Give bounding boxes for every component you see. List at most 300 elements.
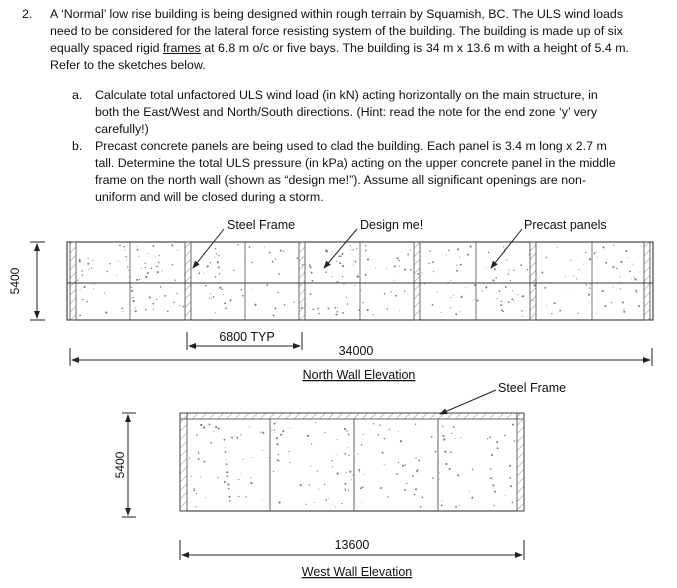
concrete-speckle-dot [631, 278, 632, 279]
concrete-speckle-dot [428, 263, 429, 264]
concrete-speckle-dot [325, 499, 327, 501]
concrete-speckle-dot [453, 426, 455, 428]
concrete-speckle-dot [310, 465, 311, 466]
concrete-speckle-dot [437, 292, 438, 293]
concrete-speckle-dot [588, 294, 590, 296]
concrete-speckle-dot [390, 291, 391, 292]
concrete-speckle-dot [236, 437, 238, 439]
concrete-speckle-dot [431, 436, 433, 438]
frames-link[interactable]: frames [162, 41, 201, 55]
concrete-speckle-dot [311, 272, 313, 274]
concrete-speckle-dot [578, 269, 579, 270]
concrete-speckle-dot [328, 498, 329, 499]
concrete-speckle-dot [532, 300, 533, 301]
concrete-speckle-dot [354, 493, 355, 494]
concrete-speckle-dot [415, 488, 417, 490]
concrete-speckle-dot [412, 475, 414, 477]
concrete-speckle-dot [398, 462, 399, 463]
concrete-speckle-dot [262, 450, 263, 451]
concrete-speckle-dot [497, 447, 499, 449]
concrete-speckle-dot [198, 453, 200, 455]
concrete-speckle-dot [203, 427, 205, 429]
concrete-speckle-dot [339, 262, 341, 264]
concrete-speckle-dot [395, 295, 397, 297]
concrete-speckle-dot [279, 501, 281, 503]
concrete-speckle-dot [348, 434, 350, 436]
concrete-speckle-dot [396, 473, 398, 475]
concrete-speckle-dot [93, 288, 94, 289]
concrete-speckle-dot [264, 247, 265, 248]
concrete-speckle-dot [616, 268, 617, 269]
concrete-speckle-dot [377, 282, 379, 284]
concrete-speckle-dot [136, 279, 138, 281]
concrete-speckle-dot [359, 471, 360, 472]
concrete-speckle-dot [424, 283, 425, 284]
label-precast-panels: Precast panels [524, 218, 607, 232]
concrete-speckle-dot [611, 302, 612, 303]
concrete-speckle-dot [429, 251, 430, 252]
concrete-speckle-dot [81, 270, 83, 272]
concrete-speckle-dot [215, 426, 217, 428]
concrete-speckle-dot [261, 500, 262, 501]
concrete-speckle-dot [92, 260, 93, 261]
concrete-speckle-dot [496, 298, 497, 299]
concrete-speckle-dot [124, 249, 125, 250]
concrete-speckle-dot [139, 279, 140, 280]
concrete-speckle-dot [496, 441, 498, 443]
concrete-speckle-dot [237, 244, 238, 245]
concrete-speckle-dot [565, 276, 566, 277]
concrete-speckle-dot [415, 458, 416, 459]
concrete-speckle-dot [415, 424, 416, 425]
concrete-speckle-dot [79, 315, 81, 317]
concrete-speckle-dot [135, 310, 137, 312]
concrete-speckle-dot [191, 476, 192, 477]
concrete-speckle-dot [570, 260, 571, 261]
west-steel-frame-leader [440, 390, 496, 414]
concrete-speckle-dot [138, 256, 139, 257]
concrete-speckle-dot [623, 311, 625, 313]
concrete-speckle-dot [156, 298, 157, 299]
concrete-speckle-dot [589, 287, 590, 288]
concrete-speckle-dot [153, 309, 154, 310]
concrete-speckle-dot [242, 295, 244, 297]
concrete-speckle-dot [77, 279, 78, 280]
concrete-speckle-dot [226, 460, 227, 461]
concrete-speckle-dot [177, 250, 178, 251]
concrete-speckle-dot [448, 250, 450, 252]
concrete-speckle-dot [623, 309, 624, 310]
concrete-speckle-dot [195, 506, 196, 507]
concrete-speckle-dot [209, 424, 211, 426]
concrete-speckle-dot [224, 439, 226, 441]
concrete-speckle-dot [635, 290, 637, 292]
concrete-speckle-dot [135, 307, 136, 308]
concrete-speckle-dot [470, 245, 472, 247]
part-b-text: Precast concrete panels are being used to clad the building. Each panel is 3.4 m long x 2.7 m tall. Determine the total ULS pressure (in kPa) acting on the upper concrete panel in the middle frame on the north wall (shown as “design me!”). Assume all significant openings are non-uniform and will be closed during a storm. [95, 139, 616, 204]
concrete-speckle-dot [334, 307, 336, 309]
concrete-speckle-dot [490, 477, 492, 479]
concrete-speckle-dot [210, 262, 211, 263]
concrete-speckle-dot [351, 479, 352, 480]
concrete-speckle-dot [342, 276, 343, 277]
concrete-speckle-dot [119, 245, 121, 247]
concrete-speckle-dot [310, 267, 312, 269]
concrete-speckle-dot [605, 262, 607, 264]
concrete-speckle-dot [276, 443, 278, 445]
concrete-speckle-dot [277, 292, 279, 294]
concrete-speckle-dot [420, 506, 422, 508]
concrete-speckle-dot [172, 264, 173, 265]
concrete-speckle-dot [398, 431, 399, 432]
concrete-speckle-dot [121, 307, 123, 309]
concrete-speckle-dot [404, 464, 406, 466]
concrete-speckle-dot [149, 297, 151, 299]
concrete-speckle-dot [456, 265, 457, 266]
concrete-speckle-dot [125, 256, 126, 257]
concrete-speckle-dot [554, 302, 556, 304]
concrete-speckle-dot [459, 505, 460, 506]
concrete-speckle-dot [349, 471, 351, 473]
concrete-speckle-dot [365, 245, 366, 246]
concrete-speckle-dot [252, 289, 253, 290]
concrete-speckle-dot [450, 307, 451, 308]
concrete-speckle-dot [576, 278, 577, 279]
north-wall-elevation [8, 218, 653, 382]
concrete-speckle-dot [517, 294, 518, 295]
concrete-speckle-dot [422, 496, 424, 498]
concrete-speckle-dot [167, 310, 169, 312]
concrete-speckle-dot [465, 287, 466, 288]
concrete-speckle-dot [87, 263, 89, 265]
concrete-speckle-dot [317, 308, 319, 310]
concrete-speckle-dot [198, 451, 199, 452]
concrete-speckle-dot [182, 306, 184, 308]
concrete-speckle-dot [559, 310, 561, 312]
concrete-speckle-dot [269, 460, 271, 462]
concrete-speckle-dot [597, 257, 598, 258]
concrete-speckle-dot [301, 307, 303, 309]
concrete-speckle-dot [126, 260, 127, 261]
concrete-speckle-dot [309, 265, 311, 267]
concrete-speckle-dot [171, 244, 173, 246]
concrete-speckle-dot [510, 280, 511, 281]
concrete-speckle-dot [492, 279, 494, 281]
concrete-speckle-dot [133, 297, 134, 298]
concrete-speckle-dot [596, 251, 597, 252]
concrete-speckle-dot [457, 248, 459, 250]
concrete-speckle-dot [260, 432, 261, 433]
concrete-speckle-dot [131, 297, 132, 298]
concrete-speckle-dot [116, 275, 117, 276]
concrete-speckle-dot [521, 310, 523, 312]
concrete-speckle-dot [471, 497, 473, 499]
concrete-speckle-dot [219, 287, 221, 289]
concrete-speckle-dot [344, 428, 346, 430]
concrete-speckle-dot [158, 262, 160, 264]
concrete-speckle-dot [336, 261, 337, 262]
concrete-speckle-dot [355, 261, 357, 263]
concrete-speckle-dot [365, 274, 367, 276]
concrete-speckle-dot [238, 479, 239, 480]
concrete-speckle-dot [502, 311, 503, 312]
concrete-speckle-dot [433, 271, 434, 272]
concrete-speckle-dot [337, 439, 338, 440]
concrete-speckle-dot [384, 438, 386, 440]
concrete-speckle-dot [331, 460, 332, 461]
concrete-speckle-dot [315, 422, 316, 423]
concrete-speckle-dot [269, 457, 270, 458]
concrete-speckle-dot [224, 481, 226, 483]
concrete-speckle-dot [217, 477, 218, 478]
concrete-speckle-dot [240, 434, 241, 435]
concrete-speckle-dot [106, 271, 107, 272]
concrete-speckle-dot [455, 506, 457, 508]
concrete-speckle-dot [604, 305, 606, 307]
concrete-speckle-dot [472, 468, 474, 470]
concrete-speckle-dot [160, 286, 162, 288]
concrete-speckle-dot [546, 305, 547, 306]
concrete-speckle-dot [249, 246, 251, 248]
concrete-speckle-dot [486, 268, 487, 269]
concrete-speckle-dot [386, 268, 387, 269]
concrete-speckle-dot [337, 307, 338, 308]
concrete-speckle-dot [501, 309, 503, 311]
north-end-column-west [70, 242, 76, 320]
concrete-speckle-dot [213, 431, 214, 432]
question-text: A ‘Normal’ low rise building is being designed within rough terrain by Squamish, BC. The ULS wind loads need to be considered for the lateral force resisting system of the building. The building is made up of six equally spaced rigid frames at 6.8 m o/c or five bays. The building is 34 m x 13.6 m with a height of 5.4 m. Refer to the sketches below. [50, 7, 629, 72]
concrete-speckle-dot [641, 246, 642, 247]
concrete-speckle-dot [246, 496, 247, 497]
concrete-speckle-dot [238, 496, 239, 497]
concrete-speckle-dot [460, 437, 461, 438]
concrete-speckle-dot [228, 488, 230, 490]
concrete-speckle-dot [462, 295, 463, 296]
concrete-speckle-dot [435, 451, 437, 453]
concrete-speckle-dot [325, 432, 326, 433]
concrete-speckle-dot [336, 311, 338, 313]
concrete-speckle-dot [520, 264, 522, 266]
concrete-speckle-dot [469, 491, 470, 492]
concrete-speckle-dot [335, 314, 337, 316]
concrete-speckle-dot [305, 304, 306, 305]
label-steel-frame: Steel Frame [227, 218, 296, 232]
concrete-speckle-dot [512, 502, 514, 504]
concrete-speckle-dot [342, 265, 344, 267]
concrete-speckle-dot [252, 457, 253, 458]
concrete-speckle-dot [198, 272, 200, 274]
concrete-speckle-dot [367, 258, 369, 260]
concrete-speckle-dot [280, 250, 282, 252]
concrete-speckle-dot [203, 461, 205, 463]
concrete-speckle-dot [496, 282, 498, 284]
concrete-speckle-dot [215, 312, 216, 313]
concrete-speckle-dot [596, 313, 597, 314]
concrete-speckle-dot [455, 313, 457, 315]
concrete-speckle-dot [151, 268, 153, 270]
concrete-speckle-dot [494, 491, 496, 493]
concrete-speckle-dot [215, 276, 217, 278]
west-wall-title: West Wall Elevation [301, 565, 413, 579]
concrete-speckle-dot [144, 263, 145, 264]
concrete-speckle-dot [200, 476, 201, 477]
concrete-speckle-dot [511, 298, 513, 300]
concrete-speckle-dot [360, 487, 362, 489]
concrete-speckle-dot [294, 302, 295, 303]
concrete-speckle-dot [508, 301, 510, 303]
concrete-speckle-dot [274, 430, 275, 431]
concrete-speckle-dot [273, 314, 275, 316]
concrete-speckle-dot [363, 434, 364, 435]
north-length-dim: 34000 [338, 344, 374, 358]
concrete-speckle-dot [373, 314, 374, 315]
concrete-speckle-dot [492, 479, 493, 480]
concrete-speckle-dot [342, 312, 344, 314]
concrete-speckle-dot [127, 266, 128, 267]
concrete-speckle-dot [306, 504, 307, 505]
west-end-column-right [517, 413, 524, 511]
concrete-speckle-dot [460, 296, 462, 298]
concrete-speckle-dot [82, 299, 83, 300]
concrete-speckle-dot [437, 447, 438, 448]
concrete-speckle-dot [267, 284, 269, 286]
concrete-speckle-dot [442, 425, 443, 426]
concrete-speckle-dot [422, 272, 423, 273]
concrete-speckle-dot [397, 257, 399, 259]
concrete-speckle-dot [541, 272, 543, 274]
concrete-speckle-dot [474, 284, 476, 286]
concrete-speckle-dot [337, 473, 339, 475]
concrete-speckle-dot [312, 280, 314, 282]
concrete-speckle-dot [313, 309, 315, 311]
concrete-speckle-dot [284, 304, 286, 306]
west-length-dim: 13600 [334, 538, 370, 552]
concrete-speckle-dot [352, 475, 353, 476]
concrete-speckle-dot [513, 270, 514, 271]
concrete-speckle-dot [410, 249, 411, 250]
concrete-speckle-dot [477, 300, 479, 302]
concrete-speckle-dot [529, 254, 530, 255]
concrete-speckle-dot [534, 284, 536, 286]
concrete-speckle-dot [365, 316, 366, 317]
concrete-speckle-dot [503, 246, 504, 247]
concrete-speckle-dot [505, 286, 507, 288]
concrete-speckle-dot [633, 277, 634, 278]
concrete-speckle-dot [400, 440, 402, 442]
bay-dim: 6800 TYP [219, 330, 275, 344]
concrete-speckle-dot [196, 493, 197, 494]
concrete-speckle-dot [273, 471, 274, 472]
concrete-speckle-dot [219, 273, 221, 275]
concrete-speckle-dot [147, 253, 148, 254]
concrete-speckle-dot [365, 250, 367, 252]
concrete-speckle-dot [344, 483, 346, 485]
concrete-speckle-dot [327, 308, 329, 310]
concrete-speckle-dot [131, 290, 133, 292]
concrete-speckle-dot [586, 284, 588, 286]
concrete-speckle-dot [325, 271, 327, 273]
concrete-speckle-dot [274, 307, 276, 309]
concrete-speckle-dot [522, 295, 524, 297]
concrete-speckle-dot [341, 503, 342, 504]
concrete-speckle-dot [398, 260, 400, 262]
concrete-speckle-dot [603, 246, 605, 248]
concrete-speckle-dot [455, 438, 456, 439]
concrete-speckle-dot [243, 459, 244, 460]
concrete-speckle-dot [332, 251, 333, 252]
concrete-speckle-dot [249, 426, 250, 427]
concrete-speckle-dot [324, 484, 325, 485]
concrete-speckle-dot [275, 258, 276, 259]
concrete-speckle-dot [353, 249, 354, 250]
concrete-speckle-dot [206, 497, 207, 498]
concrete-speckle-dot [314, 502, 315, 503]
concrete-speckle-dot [629, 271, 631, 273]
concrete-speckle-dot [460, 264, 462, 266]
concrete-speckle-dot [505, 495, 506, 496]
concrete-speckle-dot [216, 253, 217, 254]
concrete-speckle-dot [495, 277, 497, 279]
concrete-speckle-dot [373, 423, 374, 424]
concrete-speckle-dot [128, 270, 129, 271]
concrete-speckle-dot [317, 470, 318, 471]
concrete-speckle-dot [228, 496, 230, 498]
concrete-speckle-dot [357, 275, 358, 276]
concrete-speckle-dot [145, 267, 146, 268]
concrete-speckle-dot [527, 269, 528, 270]
concrete-speckle-dot [118, 260, 119, 261]
concrete-speckle-dot [244, 259, 245, 260]
concrete-speckle-dot [453, 295, 454, 296]
concrete-speckle-dot [450, 297, 451, 298]
concrete-speckle-dot [488, 252, 489, 253]
concrete-speckle-dot [218, 427, 220, 429]
concrete-speckle-dot [310, 293, 312, 295]
concrete-speckle-dot [335, 507, 336, 508]
concrete-speckle-dot [394, 280, 395, 281]
concrete-speckle-dot [493, 505, 494, 506]
concrete-speckle-dot [354, 285, 355, 286]
concrete-speckle-dot [473, 300, 474, 301]
concrete-speckle-dot [225, 308, 227, 310]
concrete-speckle-dot [137, 249, 139, 251]
concrete-speckle-dot [367, 309, 369, 311]
concrete-speckle-dot [79, 259, 81, 261]
concrete-speckle-dot [612, 266, 614, 268]
concrete-speckle-dot [145, 276, 147, 278]
concrete-speckle-dot [275, 282, 276, 283]
concrete-speckle-dot [439, 473, 440, 474]
concrete-speckle-dot [278, 454, 280, 456]
concrete-speckle-dot [583, 264, 584, 265]
concrete-speckle-dot [602, 290, 604, 292]
concrete-speckle-dot [214, 257, 215, 258]
concrete-speckle-dot [589, 258, 591, 260]
concrete-speckle-dot [224, 302, 226, 304]
concrete-speckle-dot [406, 483, 407, 484]
concrete-speckle-dot [384, 293, 386, 295]
concrete-speckle-dot [626, 250, 628, 252]
concrete-speckle-dot [491, 454, 493, 456]
concrete-speckle-dot [198, 458, 200, 460]
concrete-speckle-dot [250, 482, 252, 484]
concrete-speckle-dot [79, 260, 81, 262]
concrete-speckle-dot [226, 471, 228, 473]
concrete-speckle-dot [173, 302, 175, 304]
concrete-speckle-dot [152, 245, 154, 247]
concrete-speckle-dot [459, 311, 460, 312]
concrete-speckle-dot [402, 465, 404, 467]
